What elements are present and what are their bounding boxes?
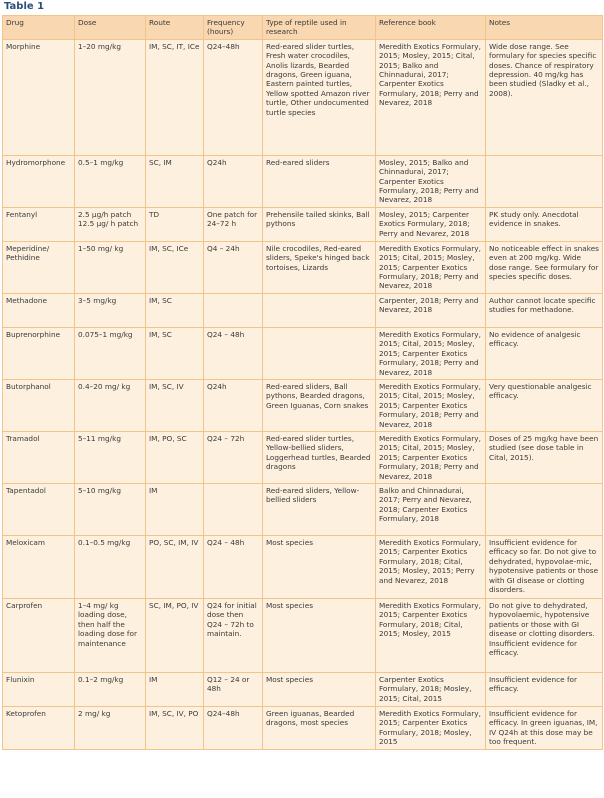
cell-notes: No evidence of analgesic efficacy. <box>486 327 603 379</box>
cell-notes: PK study only. Anecdotal evidence in snakes. <box>486 207 603 241</box>
cell-route: IM, SC <box>146 327 204 379</box>
cell-drug: Carprofen <box>3 598 75 672</box>
cell-route: IM, SC, IT, ICe <box>146 39 204 155</box>
cell-route: SC, IM, PO, IV <box>146 598 204 672</box>
column-header-reference: Reference book <box>376 16 486 40</box>
cell-reptile: Red-eared sliders <box>263 155 376 207</box>
cell-frequency: Q12 – 24 or 48h <box>204 672 263 706</box>
table-row <box>3 379 603 431</box>
cell-reptile: Red-eared sliders, Yellow-bellied sliders <box>263 483 376 535</box>
table-row <box>3 155 603 207</box>
cell-dose: 0.5–1 mg/kg <box>75 155 146 207</box>
cell-dose: 0.4–20 mg/ kg <box>75 379 146 431</box>
cell-notes: Insufficient evidence for efficacy so far. Do not give to dehydrated, hypovolae-mic, hypotensive patients or those with GI disease or clotting disorders. <box>486 535 603 598</box>
cell-notes: Insufficient evidence for efficacy. In green iguanas, IM, IV Q24h at this dose may be too frequent. <box>486 706 603 749</box>
cell-drug: Fentanyl <box>3 207 75 241</box>
cell-dose: 3–5 mg/kg <box>75 293 146 327</box>
cell-route: TD <box>146 207 204 241</box>
cell-notes <box>486 483 603 535</box>
cell-reference: Meredith Exotics Formulary, 2015; Carpenter Exotics Formulary, 2018; Cital, 2015; Mosley, 2015 <box>376 598 486 672</box>
cell-drug: Ketoprofen <box>3 706 75 749</box>
cell-reference: Meredith Exotics Formulary, 2015; Cital, 2015; Mosley, 2015; Carpenter Exotics Formulary, 2018; Perry and Nevarez, 2018 <box>376 241 486 293</box>
cell-notes: Do not give to dehydrated, hypovolaemic, hypotensive patients or those with GI disease or clotting disorders. Insufficient evidence for efficacy. <box>486 598 603 672</box>
cell-drug: Butorphanol <box>3 379 75 431</box>
cell-reptile: Red-eared slider turtles, Fresh water crocodiles, Anolis lizards, Bearded dragons, Green iguana, Eastern painted turtles, Yellow spotted Amazon river turtle, Other undocumented turtle species <box>263 39 376 155</box>
table-title: Table 1 <box>4 1 45 12</box>
cell-frequency: Q24 for initial dose then Q24 – 72h to maintain. <box>204 598 263 672</box>
cell-reptile: Red-eared sliders, Ball pythons, Bearded dragons, Green Iguanas, Corn snakes <box>263 379 376 431</box>
table-row <box>3 483 603 535</box>
cell-dose: 1–20 mg/kg <box>75 39 146 155</box>
cell-dose: 1–4 mg/ kg loading dose, then half the loading dose for maintenance <box>75 598 146 672</box>
cell-notes <box>486 155 603 207</box>
cell-reptile: Most species <box>263 598 376 672</box>
header-row <box>3 16 603 40</box>
cell-reptile: Most species <box>263 672 376 706</box>
cell-dose: 5–11 mg/kg <box>75 431 146 483</box>
cell-reptile: Nile crocodiles, Red-eared sliders, Speke's hinged back tortoises, Lizards <box>263 241 376 293</box>
table-row <box>3 431 603 483</box>
cell-reference: Carpenter, 2018; Perry and Nevarez, 2018 <box>376 293 486 327</box>
table-row <box>3 293 603 327</box>
cell-reptile <box>263 327 376 379</box>
cell-drug: Morphine <box>3 39 75 155</box>
cell-reference: Mosley, 2015; Balko and Chinnadurai, 2017; Carpenter Exotics Formulary, 2018; Perry and Nevarez, 2018 <box>376 155 486 207</box>
cell-drug: Flunixin <box>3 672 75 706</box>
cell-route: IM <box>146 483 204 535</box>
cell-route: IM, SC, IV, PO <box>146 706 204 749</box>
cell-reference: Meredith Exotics Formulary, 2015; Cital, 2015; Mosley, 2015; Carpenter Exotics Formulary, 2018; Perry and Nevarez, 2018 <box>376 431 486 483</box>
table-row <box>3 241 603 293</box>
cell-drug: Methadone <box>3 293 75 327</box>
column-header-frequency: Frequency (hours) <box>204 16 263 40</box>
cell-route: IM, PO, SC <box>146 431 204 483</box>
cell-reference: Meredith Exotics Formulary, 2015; Carpenter Exotics Formulary, 2018; Cital, 2015; Mosley, 2015; Perry and Nevarez, 2018 <box>376 535 486 598</box>
drug-table <box>2 15 603 750</box>
cell-notes: Wide dose range. See formulary for species specific doses. Chance of respiratory depression. 40 mg/kg has been studied (Sladky et al., 2008). <box>486 39 603 155</box>
cell-frequency: Q24h <box>204 379 263 431</box>
column-header-drug: Drug <box>3 16 75 40</box>
table-row <box>3 207 603 241</box>
cell-reference: Meredith Exotics Formulary, 2015; Cital, 2015; Mosley, 2015; Carpenter Exotics Formulary, 2018; Perry and Nevarez, 2018 <box>376 379 486 431</box>
cell-frequency: Q24–48h <box>204 706 263 749</box>
cell-frequency: Q24 – 48h <box>204 535 263 598</box>
cell-dose: 2.5 μg/h patch 12.5 μg/ h patch <box>75 207 146 241</box>
cell-dose: 2 mg/ kg <box>75 706 146 749</box>
cell-route: PO, SC, IM, IV <box>146 535 204 598</box>
column-header-notes: Notes <box>486 16 603 40</box>
column-header-dose: Dose <box>75 16 146 40</box>
cell-dose: 0.075–1 mg/kg <box>75 327 146 379</box>
cell-reptile: Most species <box>263 535 376 598</box>
cell-drug: Meloxicam <box>3 535 75 598</box>
cell-route: IM <box>146 672 204 706</box>
column-header-reptile: Type of reptile used in research <box>263 16 376 40</box>
table-row <box>3 706 603 749</box>
cell-drug: Meperidine/ Pethidine <box>3 241 75 293</box>
cell-notes: Very questionable analgesic efficacy. <box>486 379 603 431</box>
cell-reptile <box>263 293 376 327</box>
cell-reference: Meredith Exotics Formulary, 2015; Cital, 2015; Mosley, 2015; Carpenter Exotics Formulary, 2018; Perry and Nevarez, 2018 <box>376 327 486 379</box>
cell-dose: 1–50 mg/ kg <box>75 241 146 293</box>
cell-reptile: Green iguanas, Bearded dragons, most species <box>263 706 376 749</box>
cell-frequency: Q24–48h <box>204 39 263 155</box>
cell-frequency <box>204 483 263 535</box>
cell-route: SC, IM <box>146 155 204 207</box>
cell-frequency: Q24 – 48h <box>204 327 263 379</box>
cell-dose: 0.1–0.5 mg/kg <box>75 535 146 598</box>
table-row <box>3 39 603 155</box>
cell-drug: Tramadol <box>3 431 75 483</box>
cell-reference: Carpenter Exotics Formulary, 2018; Mosley, 2015; Cital, 2015 <box>376 672 486 706</box>
cell-notes: Author cannot locate specific studies for methadone. <box>486 293 603 327</box>
column-header-route: Route <box>146 16 204 40</box>
cell-notes: Insufficient evidence for efficacy. <box>486 672 603 706</box>
cell-frequency: One patch for 24–72 h <box>204 207 263 241</box>
cell-reference: Meredith Exotics Formulary, 2015; Carpenter Exotics Formulary, 2018; Mosley, 2015 <box>376 706 486 749</box>
cell-dose: 0.1–2 mg/kg <box>75 672 146 706</box>
cell-notes: No noticeable effect in snakes even at 200 mg/kg. Wide dose range. See formulary for species specific doses. <box>486 241 603 293</box>
cell-reference: Meredith Exotics Formulary, 2015; Mosley, 2015; Cital, 2015; Balko and Chinnadurai, 2017; Carpenter Exotics Formulary, 2018; Perry and Nevarez, 2018 <box>376 39 486 155</box>
cell-route: IM, SC <box>146 293 204 327</box>
cell-reptile: Prehensile tailed skinks, Ball pythons <box>263 207 376 241</box>
cell-frequency: Q24h <box>204 155 263 207</box>
cell-reptile: Red-eared slider turtles, Yellow-bellied sliders, Loggerhead turtles, Bearded dragons <box>263 431 376 483</box>
cell-frequency <box>204 293 263 327</box>
cell-route: IM, SC, ICe <box>146 241 204 293</box>
cell-drug: Buprenorphine <box>3 327 75 379</box>
cell-drug: Tapentadol <box>3 483 75 535</box>
cell-drug: Hydromorphone <box>3 155 75 207</box>
cell-frequency: Q4 – 24h <box>204 241 263 293</box>
cell-notes: Doses of 25 mg/kg have been studied (see dose table in Cital, 2015). <box>486 431 603 483</box>
table-row <box>3 327 603 379</box>
table-row <box>3 598 603 672</box>
cell-route: IM, SC, IV <box>146 379 204 431</box>
cell-frequency: Q24 – 72h <box>204 431 263 483</box>
table-row <box>3 535 603 598</box>
table-row <box>3 672 603 706</box>
cell-reference: Mosley, 2015; Carpenter Exotics Formulary, 2018; Perry and Nevarez, 2018 <box>376 207 486 241</box>
cell-reference: Balko and Chinnadurai, 2017; Perry and Nevarez, 2018; Carpenter Exotics Formulary, 2018 <box>376 483 486 535</box>
cell-dose: 5–10 mg/kg <box>75 483 146 535</box>
